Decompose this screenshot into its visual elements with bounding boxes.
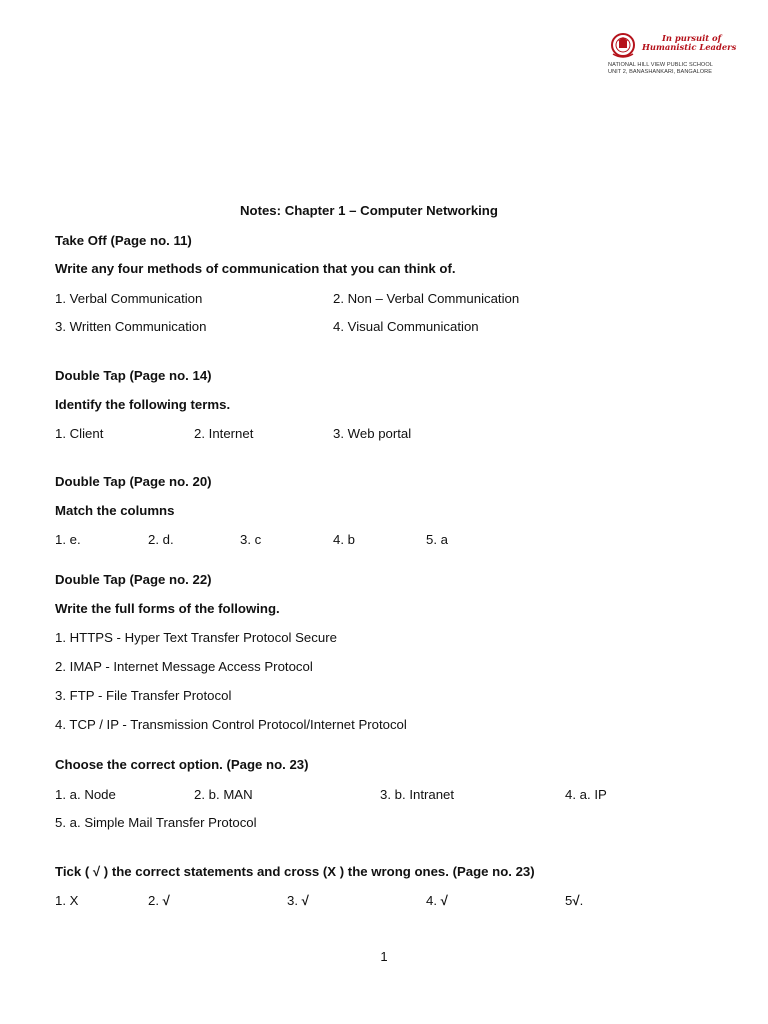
double-tap-20-heading: Double Tap (Page no. 20) [55,474,212,489]
match-answer-5: 5. a [426,532,448,547]
double-tap-20-question: Match the columns [55,503,175,518]
option-answer-4: 4. a. IP [565,787,607,802]
double-tap-22-heading: Double Tap (Page no. 22) [55,572,212,587]
match-answer-3: 3. c [240,532,262,547]
take-off-heading: Take Off (Page no. 11) [55,233,192,248]
take-off-answer-3: 3. Written Communication [55,319,207,334]
tick-answer-1-mark: X [69,893,79,908]
school-tagline [642,34,746,52]
school-details [608,62,713,76]
option-answer-2: 2. b. MAN [194,787,253,802]
page-number: 1 [380,949,388,964]
tick-answer-5-suffix: . [579,893,584,908]
double-tap-22-question: Write the full forms of the following. [55,601,280,616]
school-emblem-icon [610,32,636,60]
tagline-line-2: Humanistic Leaders [642,42,737,52]
match-answer-4: 4. b [333,532,355,547]
tick-answer-5 [565,893,583,909]
full-form-4: 4. TCP / IP - Transmission Control Protocol/Internet Protocol [55,717,407,732]
tagline-line-1: In pursuit of [662,33,722,43]
tick-answer-4 [426,893,448,909]
full-form-1: 1. HTTPS - Hyper Text Transfer Protocol Secure [55,630,337,645]
page-title: Notes: Chapter 1 – Computer Networking [240,203,498,218]
school-logo [608,32,748,78]
option-answer-1: 1. a. Node [55,787,116,802]
tick-answer-5-num: 5 [565,893,573,908]
tick-answer-2-num: 2. [148,893,163,908]
double-tap-14-question: Identify the following terms. [55,397,231,412]
double-tap-14-answer-1: 1. Client [55,426,104,441]
tick-cross-heading: Tick ( √ ) the correct statements and cross (X ) the wrong ones. (Page no. 23) [55,864,535,879]
tick-answer-1 [55,893,78,909]
tick-answer-4-num: 4. [426,893,441,908]
school-address: UNIT 2, BANASHANKARI, BANGALORE [608,69,713,75]
tick-answer-3-num: 3. [287,893,302,908]
tick-answer-2 [148,893,170,909]
double-tap-14-heading: Double Tap (Page no. 14) [55,368,212,383]
take-off-question: Write any four methods of communication that you can think of. [55,261,456,276]
tick-answer-3-mark: √ [301,893,309,908]
school-name: NATIONAL HILL VIEW PUBLIC SCHOOL [608,62,713,68]
full-form-3: 3. FTP - File Transfer Protocol [55,688,232,703]
double-tap-14-answer-3: 3. Web portal [333,426,412,441]
option-answer-5: 5. a. Simple Mail Transfer Protocol [55,815,257,830]
tick-answer-1-num: 1. [55,893,70,908]
tick-answer-3 [287,893,309,909]
tick-answer-4-mark: √ [440,893,448,908]
take-off-answer-2: 2. Non – Verbal Communication [333,291,520,306]
tick-answer-2-mark: √ [162,893,170,908]
double-tap-14-answer-2: 2. Internet [194,426,254,441]
take-off-answer-4: 4. Visual Communication [333,319,479,334]
option-answer-3: 3. b. Intranet [380,787,455,802]
take-off-answer-1: 1. Verbal Communication [55,291,203,306]
tick-answer-5-mark: √ [572,893,580,908]
match-answer-2: 2. d. [148,532,174,547]
choose-option-heading: Choose the correct option. (Page no. 23) [55,757,309,772]
full-form-2: 2. IMAP - Internet Message Access Protocol [55,659,313,674]
match-answer-1: 1. e. [55,532,81,547]
